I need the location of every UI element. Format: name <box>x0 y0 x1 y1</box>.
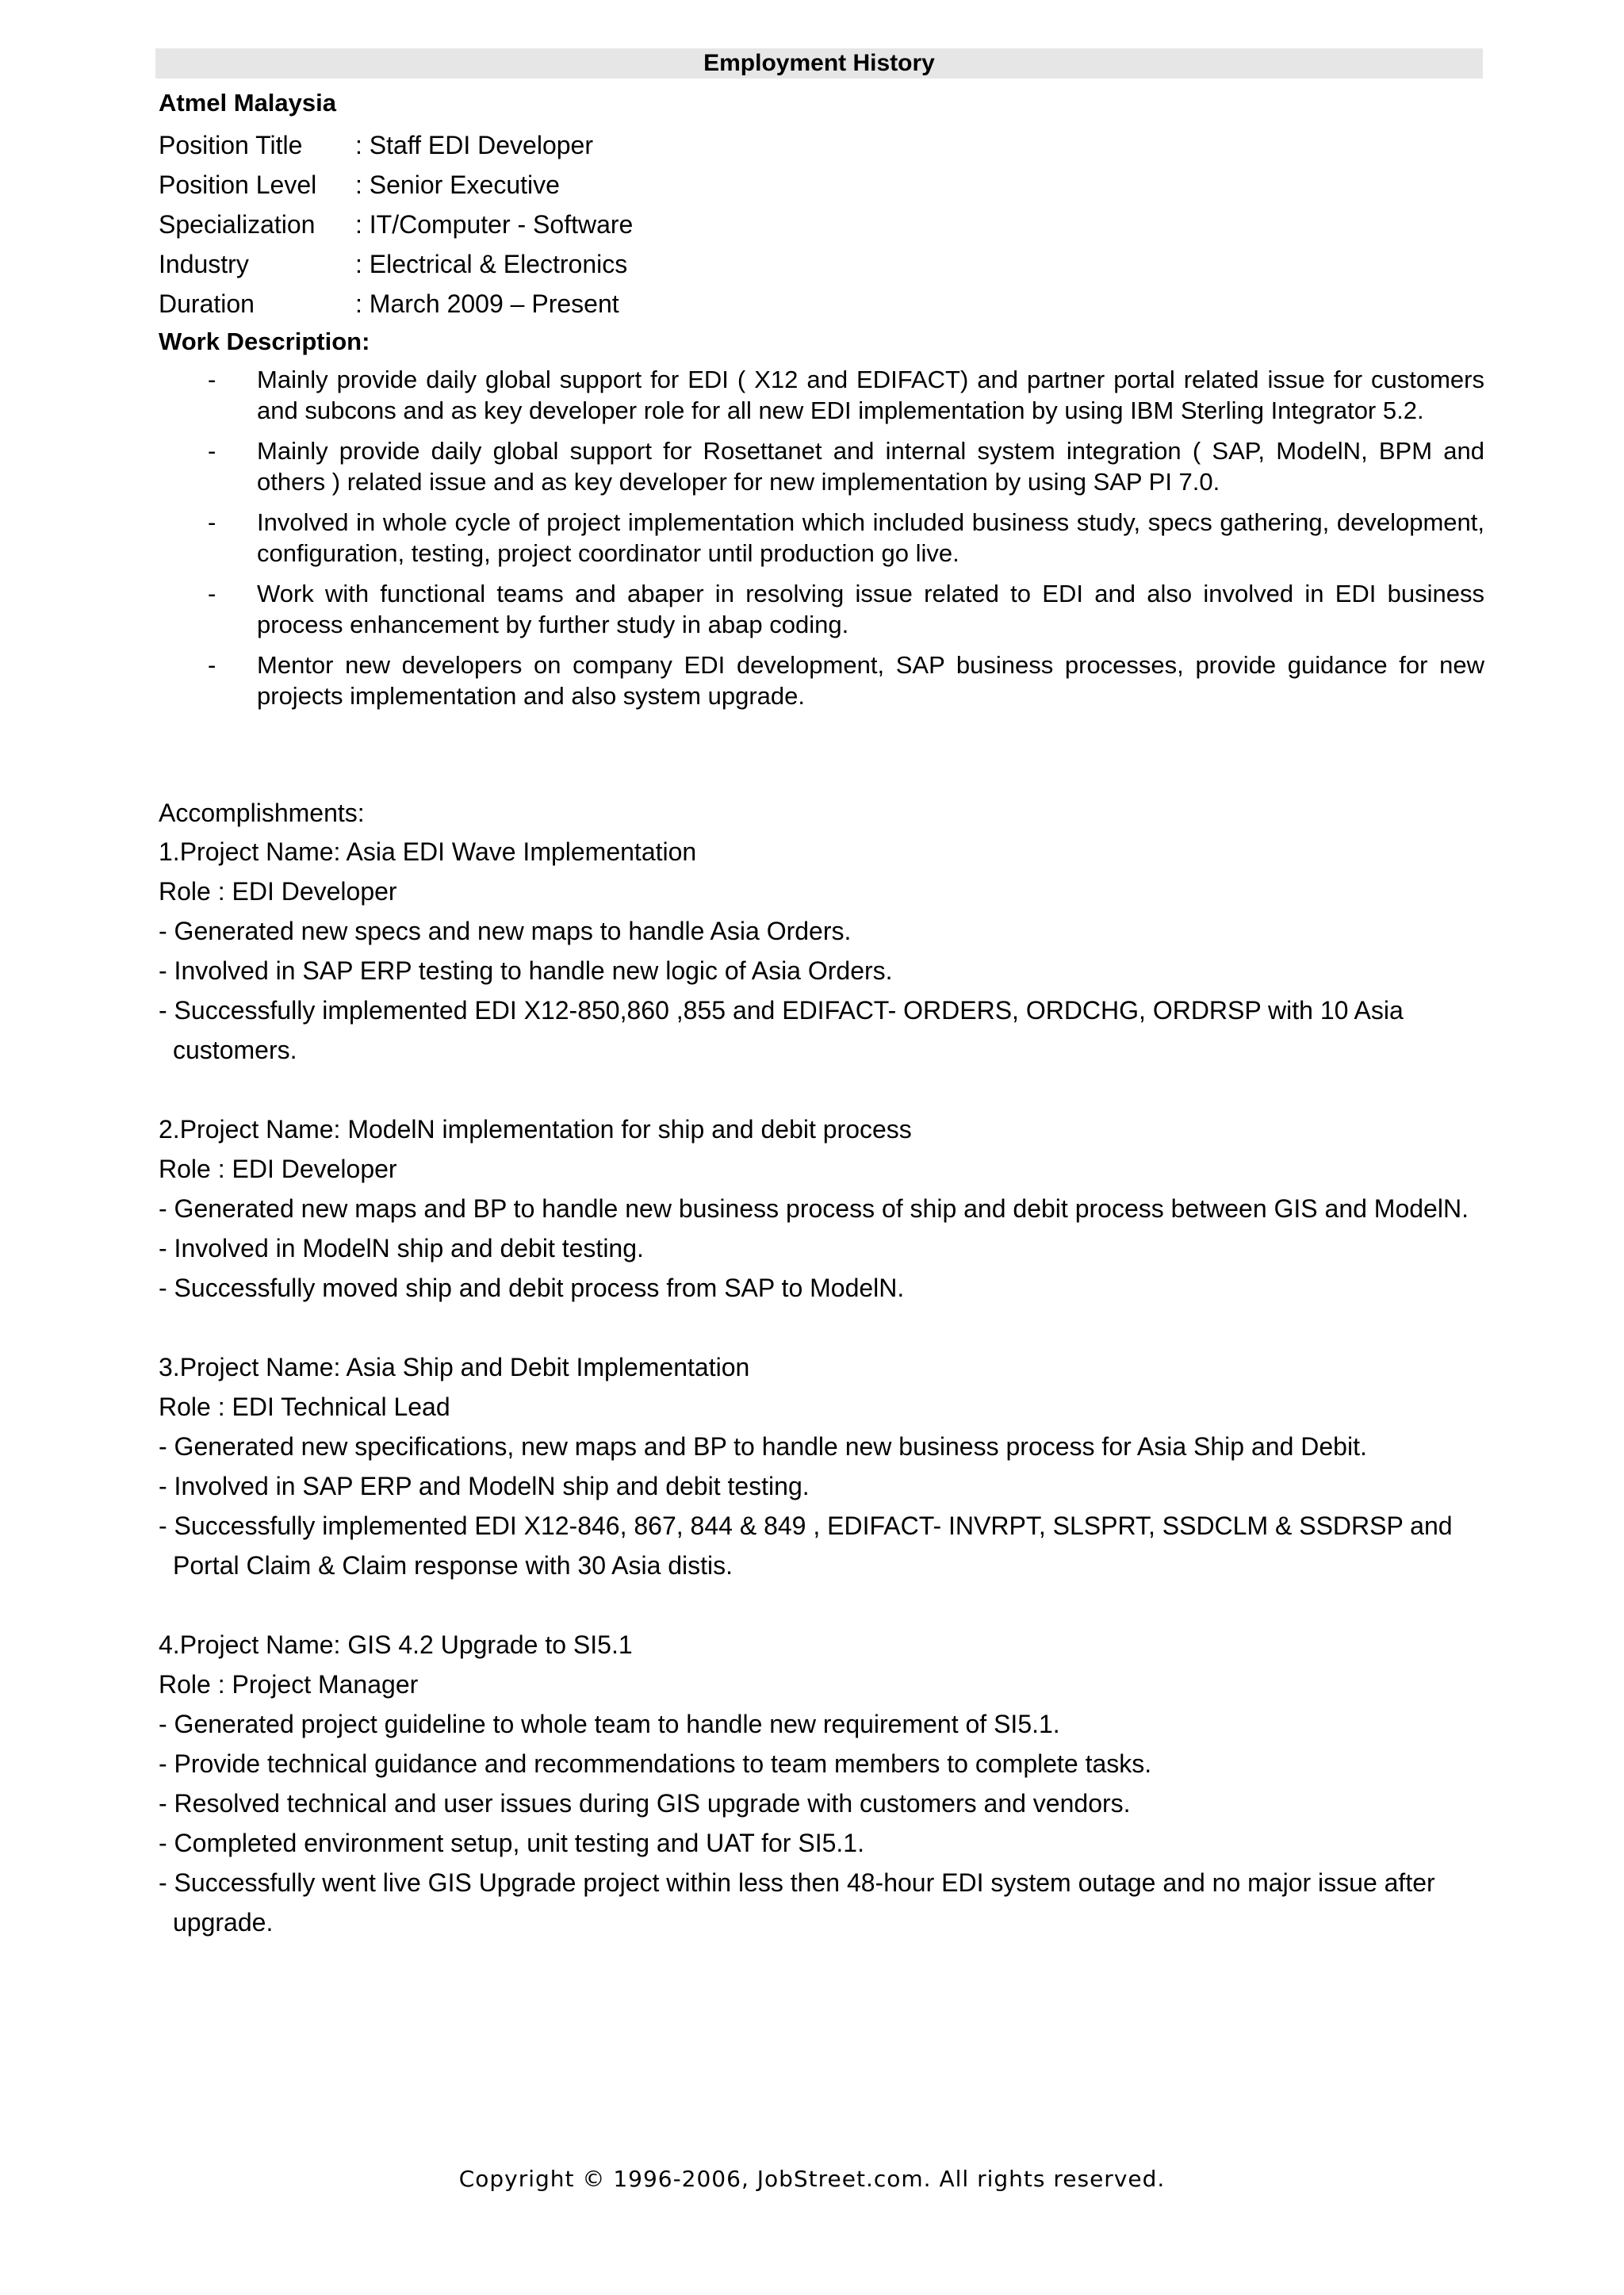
projects-list <box>159 832 1483 1982</box>
dash-bullet: - <box>208 437 216 465</box>
project-item: - Successfully went live GIS Upgrade project within less then 48-hour EDI system outage and no major issue after upgrade. <box>159 1868 1435 1937</box>
detail-value: : Electrical & Electronics <box>355 250 628 278</box>
position-details <box>159 125 633 324</box>
project-role: Role : EDI Technical Lead <box>159 1393 450 1421</box>
detail-row <box>159 284 633 324</box>
detail-value: : IT/Computer - Software <box>355 210 634 239</box>
list-item-text: Involved in whole cycle of project implementation which included business study, specs gathering, development, configuration, testing, project coordinator until production go live. <box>257 508 1484 567</box>
project-name: 1.Project Name: Asia EDI Wave Implementation <box>159 837 697 866</box>
detail-label: Industry <box>159 250 249 278</box>
dash-bullet: - <box>208 651 216 679</box>
detail-row <box>159 205 633 244</box>
detail-row <box>159 165 633 205</box>
project-block <box>159 1625 1483 1942</box>
project-name: 2.Project Name: ModelN implementation for ship and debit process <box>159 1115 912 1144</box>
project-name: 3.Project Name: Asia Ship and Debit Implementation <box>159 1353 750 1381</box>
list-item <box>208 649 1484 711</box>
dash-bullet: - <box>208 508 216 536</box>
list-item-text: Mainly provide daily global support for EDI ( X12 and EDIFACT) and partner portal related issue for customers and subcons and as key developer role for all new EDI implementation by using IBM Sterling Integrator 5.2. <box>257 366 1484 424</box>
copyright-footer: Copyright © 1996-2006, JobStreet.com. All rights reserved. <box>458 2166 1166 2192</box>
detail-row <box>159 125 633 165</box>
list-item <box>208 578 1484 640</box>
project-item: - Provide technical guidance and recommendations to team members to complete tasks. <box>159 1749 1152 1778</box>
list-item-text: Mentor new developers on company EDI development, SAP business processes, provide guidance for new projects implementation and also system upgrade. <box>257 651 1484 710</box>
project-item: - Successfully implemented EDI X12-850,860 ,855 and EDIFACT- ORDERS, ORDCHG, ORDRSP with 10 Asia customers. <box>159 996 1404 1064</box>
project-item: - Generated project guideline to whole team to handle new requirement of SI5.1. <box>159 1710 1060 1738</box>
list-item <box>208 507 1484 569</box>
project-role: Role : EDI Developer <box>159 877 397 906</box>
dash-bullet: - <box>208 366 216 393</box>
detail-label: Position Level <box>159 170 317 199</box>
detail-label: Position Title <box>159 131 303 159</box>
project-item: - Resolved technical and user issues during GIS upgrade with customers and vendors. <box>159 1789 1131 1818</box>
list-item <box>208 435 1484 497</box>
detail-value: : Staff EDI Developer <box>355 131 593 159</box>
dash-bullet: - <box>208 580 216 607</box>
project-block <box>159 832 1483 1070</box>
project-role: Role : Project Manager <box>159 1670 419 1699</box>
project-item: - Completed environment setup, unit testing and UAT for SI5.1. <box>159 1829 864 1857</box>
project-name: 4.Project Name: GIS 4.2 Upgrade to SI5.1 <box>159 1630 633 1659</box>
detail-row <box>159 244 633 284</box>
project-item: - Involved in ModelN ship and debit testing. <box>159 1234 644 1262</box>
section-title: Employment History <box>155 48 1483 79</box>
project-item: - Involved in SAP ERP and ModelN ship and debit testing. <box>159 1472 810 1500</box>
work-description-list <box>208 364 1484 721</box>
project-block <box>159 1347 1483 1585</box>
accomplishments-heading: Accomplishments: <box>159 799 365 827</box>
project-role: Role : EDI Developer <box>159 1155 397 1183</box>
project-block <box>159 1109 1483 1308</box>
project-item: - Generated new maps and BP to handle new business process of ship and debit process between GIS and ModelN. <box>159 1194 1469 1223</box>
detail-value: : Senior Executive <box>355 170 560 199</box>
detail-label: Specialization <box>159 210 316 239</box>
project-item: - Generated new specs and new maps to handle Asia Orders. <box>159 917 852 945</box>
work-description-heading: Work Description: <box>159 328 370 355</box>
project-item: - Successfully implemented EDI X12-846, 867, 844 & 849 , EDIFACT- INVRPT, SLSPRT, SSDCLM & SSDRSP and Portal Claim & Claim response with 30 Asia distis. <box>159 1511 1453 1580</box>
project-item: - Successfully moved ship and debit process from SAP to ModelN. <box>159 1274 905 1302</box>
company-name: Atmel Malaysia <box>159 89 336 117</box>
list-item-text: Mainly provide daily global support for Rosettanet and internal system integration ( SAP, ModelN, BPM and others ) related issue and as key developer for new implementation by using SAP PI 7.0. <box>257 437 1484 496</box>
detail-value: : March 2009 – Present <box>355 289 619 318</box>
detail-label: Duration <box>159 289 255 318</box>
list-item <box>208 364 1484 426</box>
list-item-text: Work with functional teams and abaper in resolving issue related to EDI and also involved in EDI business process enhancement by further study in abap coding. <box>257 580 1484 638</box>
project-item: - Involved in SAP ERP testing to handle new logic of Asia Orders. <box>159 956 893 985</box>
project-item: - Generated new specifications, new maps and BP to handle new business process for Asia Ship and Debit. <box>159 1432 1367 1461</box>
